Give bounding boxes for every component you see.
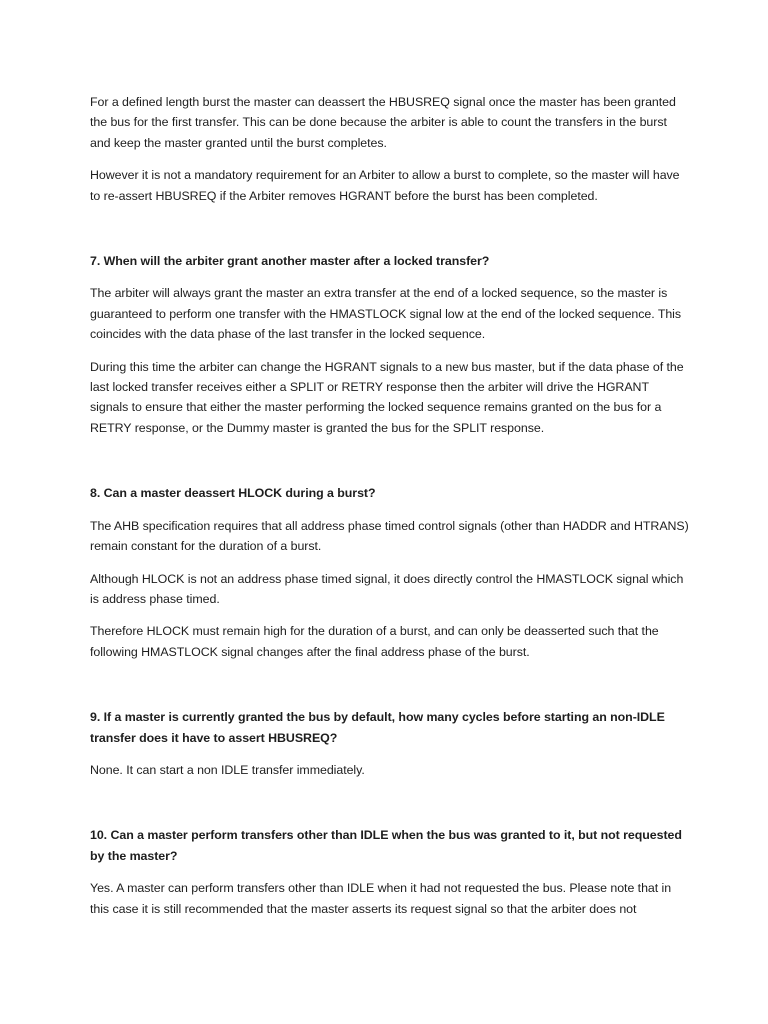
question-8-answer-2: Although HLOCK is not an address phase timed signal, it does directly control the HMASTLOCK signal which is address phase timed. [90,571,684,606]
question-10-heading: 10. Can a master perform transfers other than IDLE when the bus was granted to it, but not requested by the master? [90,828,682,863]
question-7-answer-2: During this time the arbiter can change the HGRANT signals to a new bus master, but if the data phase of the last locked transfer receives either a SPLIT or RETRY response then the arbiter will drive the HGRANT signals to ensure that either the master performing the locked sequence remains granted on the bus for a RETRY response, or the Dummy master is granted the bus for the SPLIT response. [90,359,684,435]
question-9-heading: 9. If a master is currently granted the bus by default, how many cycles before starting an non-IDLE transfer does it have to assert HBUSREQ? [90,710,665,745]
document-page [90,92,690,919]
paragraph-burst-reassert: However it is not a mandatory requirement for an Arbiter to allow a burst to complete, so the master will have to re-assert HBUSREQ if the Arbiter removes HGRANT before the burst has been completed. [90,168,680,203]
question-8-heading: 8. Can a master deassert HLOCK during a burst? [90,486,376,501]
question-9-answer-1: None. It can start a non IDLE transfer immediately. [90,762,365,777]
question-7-answer-1: The arbiter will always grant the master an extra transfer at the end of a locked sequence, so the master is guaranteed to perform one transfer with the HMASTLOCK signal low at the end of the locked sequence. This coincides with the data phase of the last transfer in the locked sequence. [90,286,682,342]
question-7-heading: 7. When will the arbiter grant another master after a locked transfer? [90,254,490,269]
question-8-answer-3: Therefore HLOCK must remain high for the duration of a burst, and can only be deasserted such that the following HMASTLOCK signal changes after the final address phase of the burst. [90,624,659,659]
question-10-answer-1: Yes. A master can perform transfers other than IDLE when it had not requested the bus. Please note that in this case it is still recommended that the master asserts its request signal so that the arbiter does not [90,881,672,916]
paragraph-burst-deassert: For a defined length burst the master can deassert the HBUSREQ signal once the master has been granted the bus for the first transfer. This can be done because the arbiter is able to count the transfers in the burst and keep the master granted until the burst completes. [90,95,676,150]
question-8-answer-1: The AHB specification requires that all address phase timed control signals (other than HADDR and HTRANS) remain constant for the duration of a burst. [90,518,689,554]
